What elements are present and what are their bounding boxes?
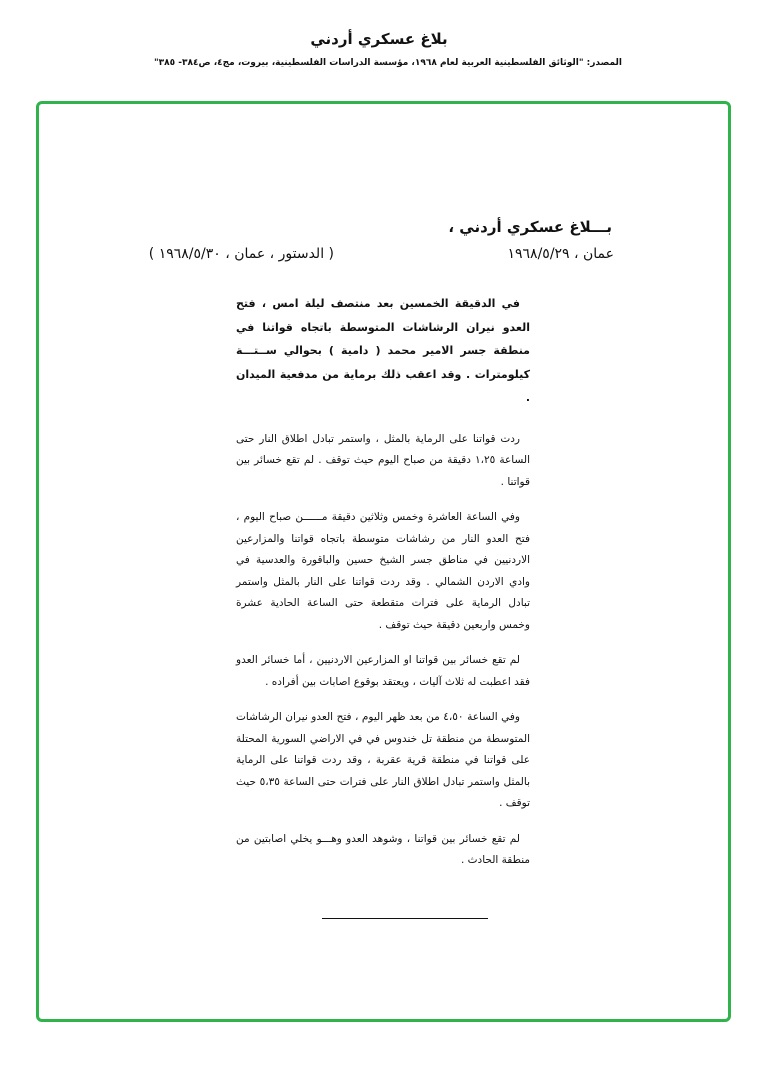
source-citation: المصدر: "الوثائق الفلسطينية العربية لعام ١٩٦٨، مؤسسة الدراسات الفلسطينية، بيروت، مج٤، ص٣٨٤- ٣٨٥" — [153, 58, 622, 68]
document-title: بـــلاغ عسكري أردني ، — [448, 218, 612, 236]
closing-rule — [322, 918, 488, 919]
paragraph-1: في الدقيقة الخمسين بعد منتصف ليلة امس ، فتح العدو نيران الرشاشات المتوسطة باتجاه قواتنا في منطقة جسر الامير محمد ( دامية ) بحوالي ســتـــة كيلومترات . وقد اعقب ذلك برماية من مدفعية الميدان . — [236, 297, 530, 404]
document-body — [236, 292, 530, 886]
paragraph-4: لم تقع خسائر بين قواتنا او المزارعين الاردنيين ، أما خسائر العدو فقد اعطبت له ثلاث آليات ، ويعتقد بوقوع اصابات بين أفراده . — [236, 654, 530, 688]
dateline-place-date: عمان ، ١٩٦٨/٥/٢٩ — [507, 246, 614, 262]
paragraph-3: وفي الساعة العاشرة وخمس وثلاثين دقيقة مــــــن صباح اليوم ، فتح العدو النار من رشاشات متوسطة باتجاه قواتنا والمزارعين الاردنيين في مناطق جسر الشيخ حسين والباقورة والعدسية في وادي الاردن الشمالي . وقد ردت قواتنا على النار بالمثل واستمر تبادل الرماية على فترات متقطعة حتى الساعة الحادية عشرة وخمس واربعين دقيقة حيث توقف . — [236, 511, 530, 631]
page-header — [0, 28, 758, 50]
dateline-source: ( الدستور ، عمان ، ١٩٦٨/٥/٣٠ ) — [148, 246, 334, 262]
paragraph-5: وفي الساعة ٤،٥٠ من بعد ظهر اليوم ، فتح العدو نيران الرشاشات المتوسطة من منطقة تل خندوس في في الاراضي السورية المحتلة على قواتنا في منطقة قرية عقربة ، وقد ردت قواتنا على الرماية بالمثل واستمر تبادل اطلاق النار على فترات حتى الساعة ٥،٣٥ حيث توقف . — [236, 711, 531, 809]
paragraph-2: ردت قواتنا على الرماية بالمثل ، واستمر تبادل اطلاق النار حتى الساعة ١،٢٥ دقيقة من صباح اليوم حيث توقف . لم تقع خسائر بين قواتنا . — [236, 432, 530, 488]
paragraph-6: لم تقع خسائر بين قواتنا ، وشوهد العدو وهـــو يخلي اصابتين من منطقة الحادث . — [236, 832, 530, 866]
header-title: بلاغ عسكري أردني — [310, 30, 448, 48]
